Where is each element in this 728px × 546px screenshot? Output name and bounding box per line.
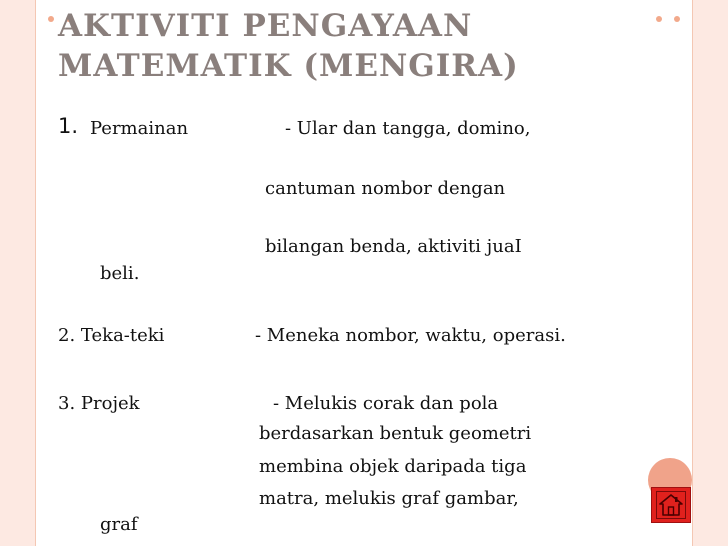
- title-line-2: MATEMATIK (MENGIRA): [58, 48, 519, 84]
- item3-line2: berdasarkan bentuk geometri: [259, 423, 532, 444]
- right-margin-band: [693, 0, 728, 546]
- item3-label: 3. Projek: [58, 393, 140, 414]
- item3-line1: - Melukis corak dan pola: [273, 393, 499, 414]
- item1-line1: - Ular dan tangga, domino,: [285, 118, 531, 139]
- slide-title: [58, 6, 519, 86]
- home-button[interactable]: [651, 487, 691, 523]
- home-icon: [656, 491, 686, 519]
- item3-line5: graf: [100, 514, 138, 535]
- item2-label: 2. Teka-teki: [58, 325, 165, 346]
- item1-number: 1.: [58, 114, 79, 138]
- item3-line3: membina objek daripada tiga: [259, 456, 527, 477]
- title-line-1: AKTIVITI PENGAYAAN: [58, 8, 473, 44]
- item3-line4: matra, melukis graf gambar,: [259, 488, 519, 509]
- item1-line2: cantuman nombor dengan: [265, 178, 506, 199]
- item1-label: Permainan: [90, 118, 189, 139]
- item2-line1: - Meneka nombor, waktu, operasi.: [255, 325, 566, 346]
- item1-line3: bilangan benda, aktiviti juaI: [265, 236, 522, 257]
- item1-line4: beli.: [100, 263, 140, 284]
- decorative-dots-right: [644, 7, 680, 26]
- left-margin-band: [0, 0, 35, 546]
